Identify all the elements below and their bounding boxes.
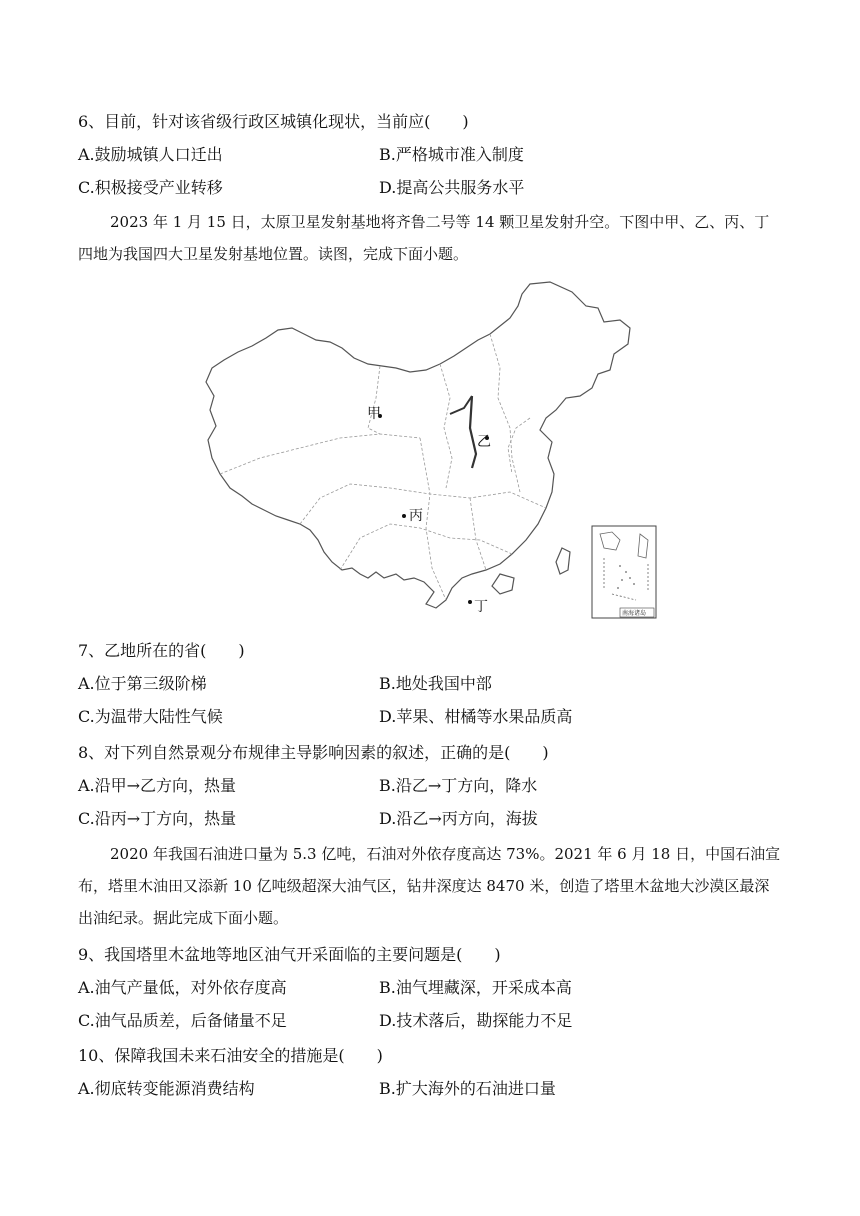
passage-satellite — [78, 206, 782, 270]
passage-satellite-text: 2023 年 1 月 15 日，太原卫星发射基地将齐鲁二号等 14 颗卫星发射升空。下图中甲、乙、丙、丁四地为我国四大卫星发射基地位置。读图，完成下面小题。 — [78, 213, 770, 263]
question-6-stem: 6、目前，针对该省级行政区城镇化现状，当前应( ) — [78, 112, 469, 131]
point-ding — [468, 600, 472, 604]
passage-oil-text: 2020 年我国石油进口量为 5.3 亿吨，石油对外依存度高达 73%。2021 年 6 月 18 日，中国石油宣布，塔里木油田又添新 10 亿吨级超深大油气区，钻井深度达 8470 米，创造了塔里木盆地大沙漠区最深出油纪录。据此完成下面小题。 — [78, 845, 781, 927]
question-7-stem: 7、乙地所在的省( ) — [78, 641, 245, 660]
question-7-option-c: C.为温带大陆性气候 — [78, 707, 223, 726]
province-borders — [220, 334, 546, 600]
question-10-option-a: A.彻底转变能源消费结构 — [78, 1079, 255, 1098]
china-map — [200, 278, 660, 622]
question-8-option-c: C.沿丙→丁方向，热量 — [78, 809, 237, 828]
question-8-option-b: B.沿乙→丁方向，降水 — [379, 776, 538, 795]
question-10-stem: 10、保障我国未来石油安全的措施是( ) — [78, 1046, 383, 1065]
question-7-option-b: B.地处我国中部 — [379, 674, 492, 693]
question-9-stem: 9、我国塔里木盆地等地区油气开采面临的主要问题是( ) — [78, 945, 501, 964]
question-6-option-a: A.鼓励城镇人口迁出 — [78, 145, 223, 164]
question-8-option-a: A.沿甲→乙方向，热量 — [78, 776, 237, 795]
question-8-stem: 8、对下列自然景观分布规律主导影响因素的叙述，正确的是( ) — [78, 743, 549, 762]
question-9-option-c: C.油气品质差，后备储量不足 — [78, 1011, 287, 1030]
question-7-option-a: A.位于第三级阶梯 — [78, 674, 207, 693]
label-yi: 乙 — [477, 434, 491, 450]
question-9-option-d: D.技术落后，勘探能力不足 — [379, 1011, 573, 1030]
question-6-option-c: C.积极接受产业转移 — [78, 178, 223, 197]
point-bing — [402, 514, 406, 518]
question-7-option-d: D.苹果、柑橘等水果品质高 — [379, 707, 573, 726]
question-6-option-d: D.提高公共服务水平 — [379, 178, 525, 197]
boundary-line — [470, 396, 476, 468]
boundary-line-2 — [450, 396, 472, 414]
question-9-option-b: B.油气埋藏深，开采成本高 — [379, 978, 572, 997]
label-bing: 丙 — [409, 508, 423, 524]
question-10-option-b: B.扩大海外的石油进口量 — [379, 1079, 556, 1098]
inset-label: 南海诸岛 — [622, 610, 647, 617]
label-jia: 甲 — [367, 406, 381, 422]
china-outline — [206, 282, 630, 608]
question-8-option-d: D.沿乙→丙方向，海拔 — [379, 809, 538, 828]
question-9-option-a: A.油气产量低，对外依存度高 — [78, 978, 287, 997]
south-china-sea-inset — [592, 526, 656, 618]
passage-oil — [78, 838, 782, 934]
label-ding: 丁 — [474, 599, 488, 615]
question-6-option-b: B.严格城市准入制度 — [379, 145, 524, 164]
